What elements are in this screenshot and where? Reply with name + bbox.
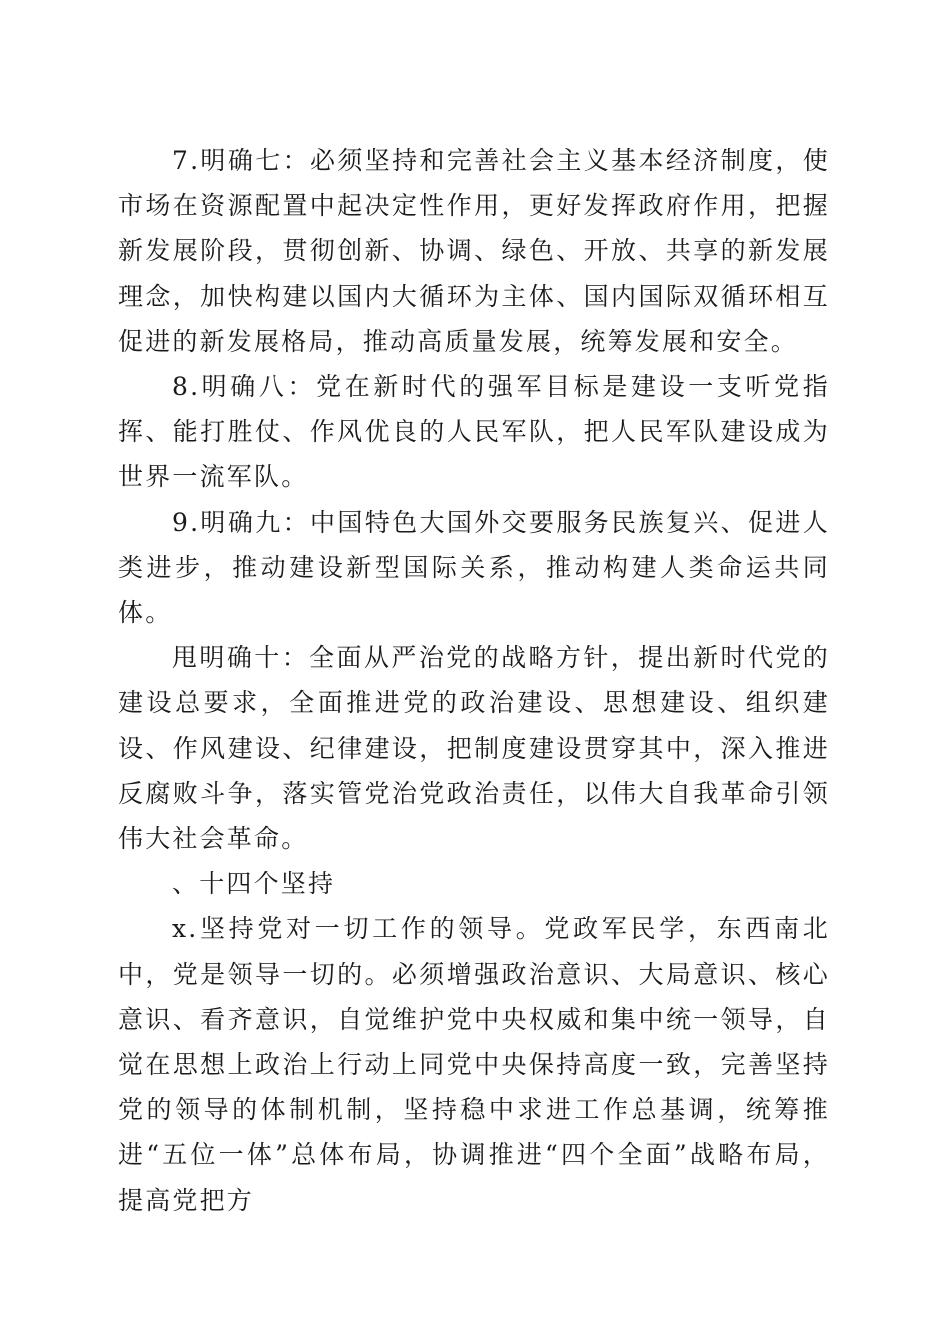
paragraph-point-8: 8.明确八：党在新时代的强军目标是建设一支听党指挥、能打胜仗、作风优良的人民军队，把人民军队建设成为世界一流军队。 — [118, 372, 830, 492]
paragraph-point-9: 9.明确九：中国特色大国外交要服务民族复兴、促进人类进步，推动建设新型国际关系，推动构建人类命运共同体。 — [118, 507, 830, 628]
document-body — [118, 138, 830, 1223]
paragraph-adherence-1: x.坚持党对一切工作的领导。党政军民学，东西南北中，党是领导一切的。必须增强政治意识、大局意识、核心意识、看齐意识，自觉维护党中央权威和集中统一领导，自觉在思想上政治上行动上同党中央保持高度一致，完善坚持党的领导的体制机制，坚持稳中求进工作总基调，统筹推进“五位一体”总体布局，协调推进“四个全面”战略布局，提高党把方 — [118, 914, 830, 1215]
section-heading: 、十四个坚持 — [172, 869, 336, 899]
paragraph-point-7: 7.明确七：必须坚持和完善社会主义基本经济制度，使市场在资源配置中起决定性作用，更好发挥政府作用，把握新发展阶段，贯彻创新、协调、绿色、开放、共享的新发展理念，加快构建以国内大循环为主体、国内国际双循环相互促进的新发展格局，推动高质量发展，统筹发展和安全。 — [118, 146, 830, 356]
paragraph-point-10: 甩明确十：全面从严治党的战略方针，提出新时代党的建设总要求，全面推进党的政治建设、思想建设、组织建设、作风建设、纪律建设，把制度建设贯穿其中，深入推进反腐败斗争，落实管党治党政治责任，以伟大自我革命引领伟大社会革命。 — [118, 643, 830, 854]
